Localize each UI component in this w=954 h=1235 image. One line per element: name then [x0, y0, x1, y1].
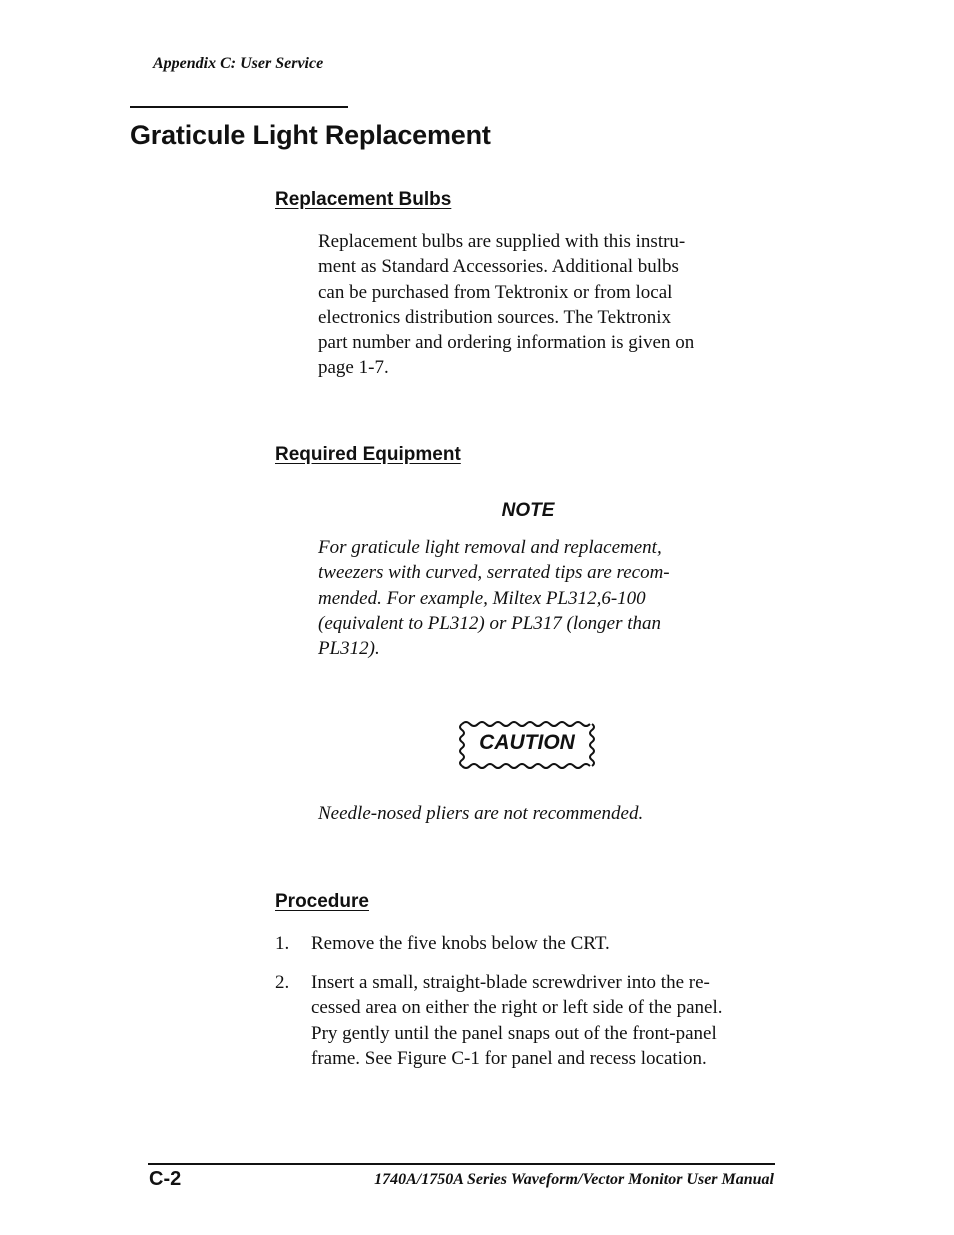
step-number: 1.: [275, 933, 290, 954]
step-line: Insert a small, straight-blade screwdriver into the re-: [311, 972, 710, 993]
caution-label: CAUTION: [479, 731, 575, 754]
paragraph-line: page 1-7.: [318, 357, 389, 379]
running-head: Appendix C: User Service: [153, 55, 324, 72]
note-paragraph: [318, 535, 738, 661]
step-text: [311, 970, 765, 1071]
note-line: tweezers with curved, serrated tips are recom-: [318, 562, 670, 584]
page-title: Graticule Light Replacement: [130, 120, 491, 150]
caution-text: Needle-nosed pliers are not recommended.: [318, 803, 644, 824]
procedure-heading: Procedure: [275, 891, 369, 912]
step-line: Pry gently until the panel snaps out of the front-panel: [311, 1022, 717, 1044]
note-line: (equivalent to PL312) or PL317 (longer than: [318, 612, 662, 634]
note-label: NOTE: [501, 500, 555, 521]
paragraph-line: ment as Standard Accessories. Additional bulbs: [318, 256, 679, 278]
page-number: C-2: [149, 1168, 182, 1190]
paragraph-line: Replacement bulbs are supplied with this instru-: [318, 231, 686, 252]
step-text: [311, 931, 765, 956]
step-number: 2.: [275, 972, 290, 993]
note-line: mended. For example, Miltex PL312,6-100: [318, 587, 646, 609]
paragraph-line: can be purchased from Tektronix or from local: [318, 281, 673, 303]
manual-title: 1740A/1750A Series Waveform/Vector Monitor User Manual: [374, 1171, 774, 1188]
step-line: cessed area on either the right or left side of the panel.: [311, 997, 723, 1019]
note-line: PL312).: [318, 638, 380, 660]
paragraph-line: part number and ordering information is given on: [318, 332, 695, 354]
required-equipment-heading: Required Equipment: [275, 444, 461, 465]
step-line: frame. See Figure C-1 for panel and recess location.: [311, 1047, 707, 1069]
footer-rule: [148, 1163, 775, 1165]
title-rule: [130, 106, 348, 108]
paragraph-line: electronics distribution sources. The Tektronix: [318, 306, 672, 328]
note-line: For graticule light removal and replacement,: [318, 537, 662, 558]
replacement-bulbs-heading: Replacement Bulbs: [275, 189, 452, 210]
replacement-bulbs-paragraph: [318, 229, 748, 381]
step-line: Remove the five knobs below the CRT.: [311, 933, 610, 954]
